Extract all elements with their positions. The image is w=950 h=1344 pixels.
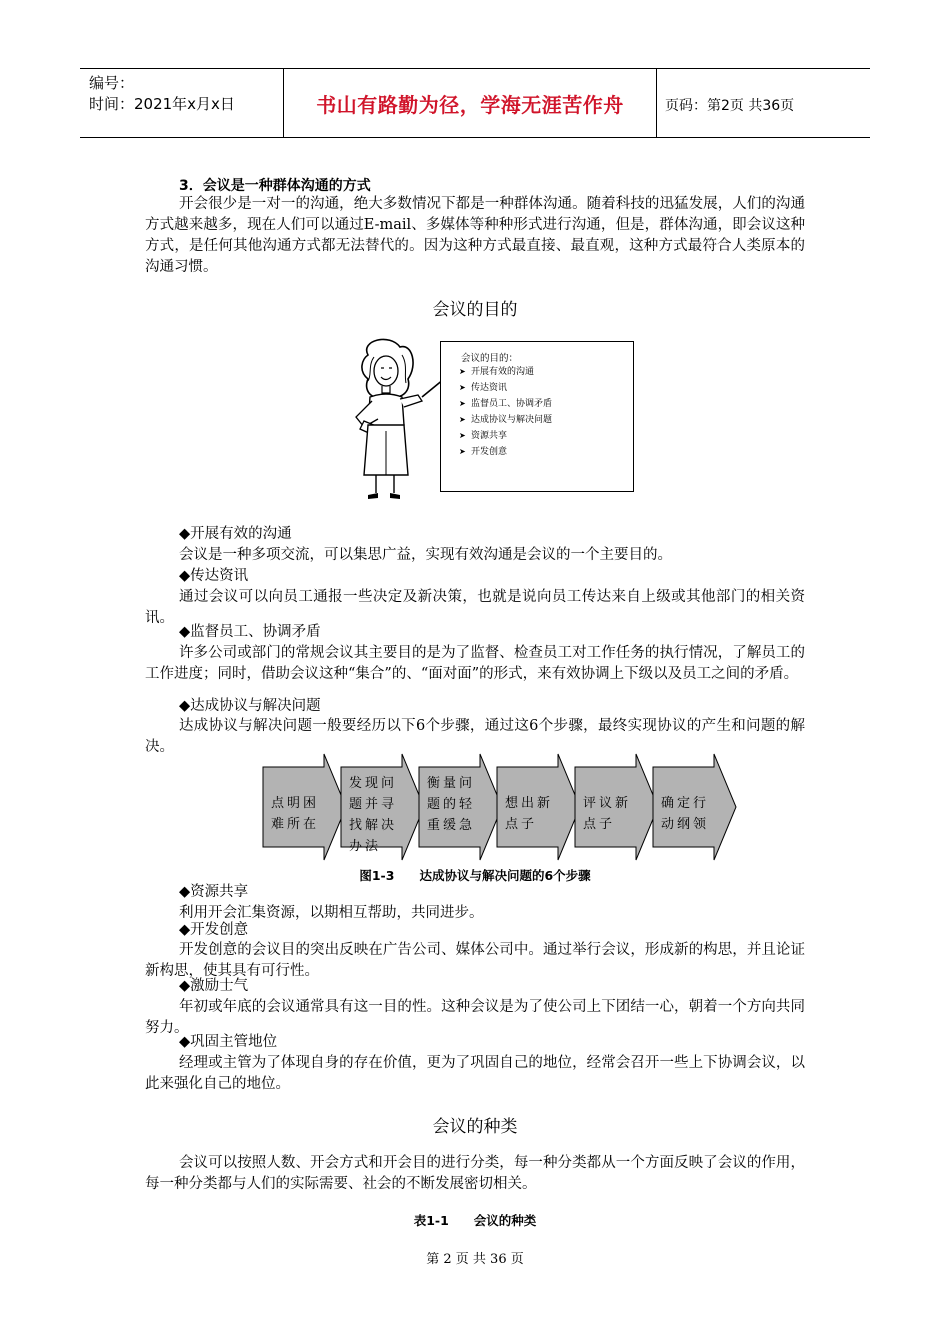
process-step [340,753,425,861]
purpose-text-2: 通过会议可以向员工通报一些决定及新决策，也就是说向员工传达来自上级或其他部门的相关资讯。 [145,589,805,626]
purpose-title-5: ◆资源共享 [179,884,249,900]
header-page-info: 页码：第2页 共36页 [665,98,795,114]
purpose-text-7: 年初或年底的会议通常具有这一目的性。这种会议是为了使公司上下团结一心，朝着一个方向共同努力。 [145,999,805,1036]
purpose-text-8: 经理或主管为了体现自身的存在价值，更为了巩固自己的地位，经常会召开一些上下协调会议，以此来强化自己的地位。 [145,1055,805,1092]
board-item: ➤ 开发创意 [459,444,552,460]
process-step [574,753,659,861]
step-label: 点明困难所在 [271,796,320,832]
types-paragraph: 会议可以按照人数、开会方式和开会目的进行分类，每一种分类都从一个方面反映了会议的作用，每一种分类都与人们的实际需要、社会的不断发展密切相关。 [145,1155,805,1192]
page-footer: 第 2 页 共 36 页 [426,1252,524,1267]
types-title: 会议的种类 [432,1117,518,1137]
step-label: 想出新点子 [505,796,554,832]
purpose-title-4: ◆达成协议与解决问题 [179,698,321,714]
purpose-title-6: ◆开发创意 [179,922,249,938]
arrow-icon: ➤ [459,415,466,424]
time-label: 时间：2021年x月x日 [89,95,235,113]
board-list [459,364,552,460]
board-item: ➤ 开展有效的沟通 [459,364,552,380]
arrow-icon: ➤ [459,447,466,456]
board-item: ➤ 传达资讯 [459,380,552,396]
presenter-illustration [338,335,448,505]
number-label: 编号： [89,74,135,92]
arrow-icon: ➤ [459,431,466,440]
purpose-title-8: ◆巩固主管地位 [179,1034,278,1050]
page-header [80,68,870,138]
board-item: ➤ 监督员工、协调矛盾 [459,396,552,412]
purpose-text-4: 达成协议与解决问题一般要经历以下6个步骤，通过这6个步骤，最终实现协议的产生和问题的解决。 [145,718,805,755]
header-meta [80,69,283,137]
figure-caption: 图1-3 达成协议与解决问题的6个步骤 [359,868,591,883]
purpose-title-3: ◆监督员工、协调矛盾 [179,624,321,640]
purpose-title: 会议的目的 [432,300,518,320]
process-step [418,753,503,861]
section-heading: 3．会议是一种群体沟通的方式 [179,178,371,194]
header-motto: 书山有路勤为径，学海无涯苦作舟 [283,69,657,137]
purpose-title-7: ◆激励士气 [179,978,249,994]
arrow-icon: ➤ [459,383,466,392]
arrow-icon: ➤ [459,367,466,376]
step-label: 衡量问题的轻重缓急 [427,776,476,833]
section-paragraph: 开会很少是一对一的沟通，绝大多数情况下都是一种群体沟通。随着科技的迅猛发展，人们的沟通方式越来越多，现在人们可以通过E-mail、多媒体等种种形式进行沟通，但是，群体沟通，即会议这种方式，是任何其他沟通方式都无法替代的。因为这种方式最直接、最直观，这种方式最符合人类原本的沟通习惯。 [145,196,805,275]
purpose-text-5: 利用开会汇集资源，以期相互帮助，共同进步。 [179,905,484,921]
board-title: 会议的目的： [461,353,519,364]
purpose-text-6: 开发创意的会议目的突出反映在广告公司、媒体公司中。通过举行会议，形成新的构思，并且论证新构思，使其具有可行性。 [145,942,805,979]
process-diagram [262,753,742,861]
purpose-text-3: 许多公司或部门的常规会议其主要目的是为了监督、检查员工对工作任务的执行情况，了解员工的工作进度；同时，借助会议这种“集合”的、“面对面”的形式，来有效协调上下级以及员工之间的矛盾。 [145,645,805,682]
purpose-text-1: 会议是一种多项交流，可以集思广益，实现有效沟通是会议的一个主要目的。 [179,547,672,563]
process-step [262,753,347,861]
purpose-title-2: ◆传达资讯 [179,568,249,584]
arrow-icon: ➤ [459,399,466,408]
step-label: 发现问题并寻找解决办法 [349,776,398,854]
board-item: ➤ 达成协议与解决问题 [459,412,552,428]
table-caption: 表1-1 会议的种类 [413,1213,537,1228]
purpose-title-1: ◆开展有效的沟通 [179,526,292,542]
board-item: ➤ 资源共享 [459,428,552,444]
purpose-board [440,341,634,492]
process-step [652,753,737,861]
step-label: 确定行动纲领 [661,796,710,832]
process-step [496,753,581,861]
step-label: 评议新点子 [583,796,632,832]
